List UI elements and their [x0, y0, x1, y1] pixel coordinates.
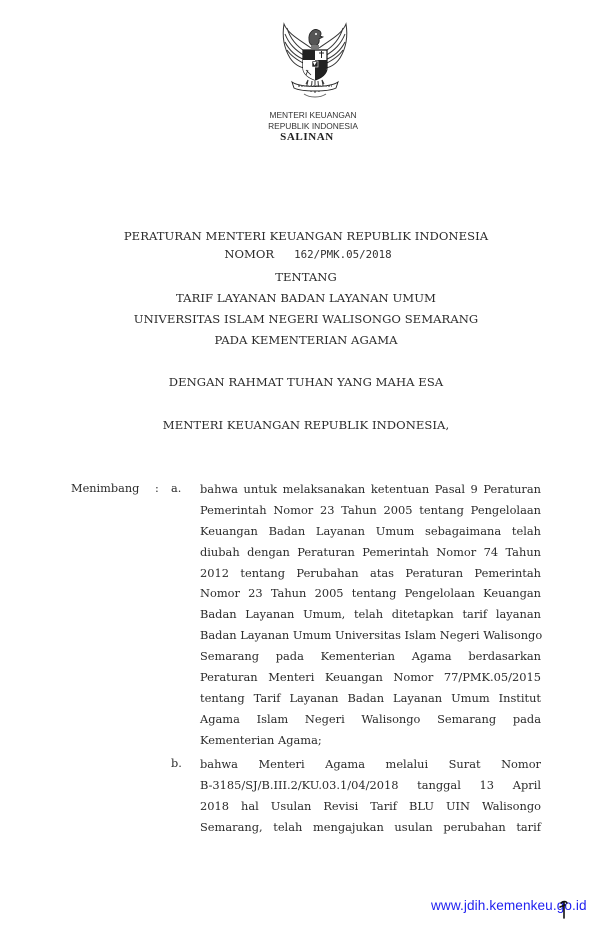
- item-marker-b: b.: [171, 757, 182, 770]
- text-line: Keuangan Badan Layanan Umum sebagaimana telah: [200, 523, 541, 538]
- subject-line-3: PADA KEMENTERIAN AGAMA: [214, 333, 398, 347]
- text-line: Semarang, telah mengajukan usulan perubahan tarif: [200, 819, 541, 834]
- preamble-issuer: MENTERI KEUANGAN REPUBLIK INDONESIA,: [162, 418, 450, 432]
- salinan-stamp: SALINAN: [280, 131, 334, 143]
- text-line: Nomor 23 Tahun 2005 tentang Pengelolaan Keuangan: [200, 586, 541, 601]
- text-line: tentang Tarif Layanan Badan Layanan Umum Institut: [200, 690, 541, 705]
- text-line: bahwa untuk melaksanakan ketentuan Pasal 9 Peraturan: [200, 482, 541, 496]
- regulation-title: PERATURAN MENTERI KEUANGAN REPUBLIK INDONESIA: [123, 229, 489, 243]
- menimbang-colon: :: [155, 482, 159, 495]
- text-line: diubah dengan Peraturan Pemerintah Nomor 74 Tahun: [200, 544, 541, 559]
- text-line: Kementerian Agama;: [200, 732, 322, 747]
- text-line: bahwa Menteri Agama melalui Surat Nomor: [200, 757, 541, 771]
- text-line: B-3185/SJ/B.III.2/KU.03.1/04/2018 tanggal 13 April: [200, 777, 541, 792]
- text-line: Peraturan Menteri Keuangan Nomor 77/PMK.05/2015: [200, 670, 541, 685]
- issuer-line-2: REPUBLIK INDONESIA: [268, 121, 358, 131]
- menimbang-item-b: [200, 754, 541, 838]
- text-line: Pemerintah Nomor 23 Tahun 2005 tentang Pengelolaan: [200, 502, 541, 517]
- jdih-website-link[interactable]: www.jdih.kemenkeu.go.id: [431, 898, 587, 913]
- text-line: Semarang pada Kementerian Agama berdasarkan: [200, 649, 541, 664]
- subject-line-2: UNIVERSITAS ISLAM NEGERI WALISONGO SEMARANG: [133, 312, 479, 326]
- menimbang-item-a: [200, 479, 541, 751]
- regulation-number: [0, 247, 612, 262]
- text-line: Agama Islam Negeri Walisongo Semarang pada: [200, 711, 541, 726]
- issuer-line-1: MENTERI KEUANGAN: [269, 110, 357, 120]
- tentang-heading: TENTANG: [275, 270, 337, 284]
- garuda-emblem-icon: [278, 18, 352, 106]
- item-marker-a: a.: [171, 482, 182, 495]
- subject-line-1: TARIF LAYANAN BADAN LAYANAN UMUM: [176, 291, 436, 305]
- menimbang-label: Menimbang: [71, 482, 140, 495]
- handwritten-initial-mark-icon: [558, 899, 570, 919]
- text-line: 2018 hal Usulan Revisi Tarif BLU UIN Walisongo: [200, 798, 541, 813]
- nomor-value: 162/PMK.05/2018: [294, 248, 392, 261]
- text-line: Badan Layanan Umum Universitas Islam Negeri Walisongo: [200, 628, 543, 643]
- nomor-label: NOMOR: [224, 247, 275, 261]
- text-line: 2012 tentang Perubahan atas Peraturan Pemerintah: [200, 565, 541, 580]
- text-line: Badan Layanan Umum, telah ditetapkan tarif layanan: [200, 607, 541, 622]
- invocation: DENGAN RAHMAT TUHAN YANG MAHA ESA: [168, 375, 444, 389]
